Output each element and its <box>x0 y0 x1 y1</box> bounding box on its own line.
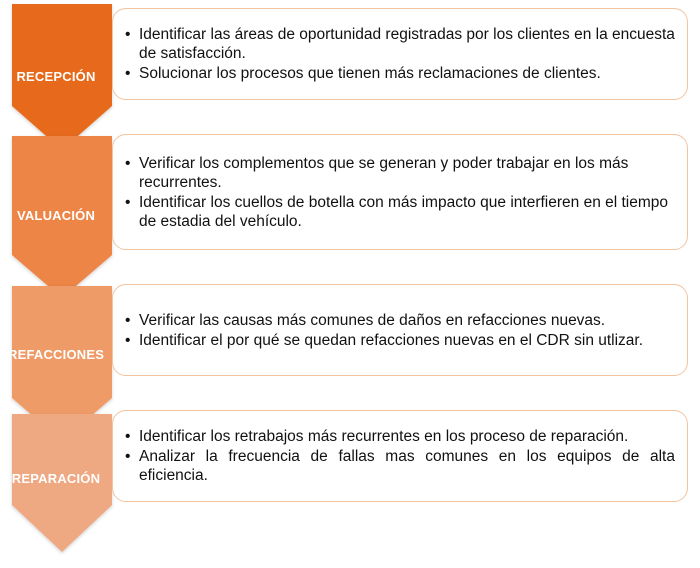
stage-bullets <box>123 153 675 232</box>
stage-label-valuacion: VALUACIÓN <box>16 208 96 223</box>
stage-box-reparacion <box>112 410 688 502</box>
stage-bullets <box>123 310 675 351</box>
stage-box-refacciones <box>112 284 688 376</box>
bullet-item: • Identificar las áreas de oportunidad registradas por los clientes en la encuesta de satisfacción. <box>123 25 675 63</box>
stage-box-valuacion <box>112 134 688 250</box>
bullet-item: • Verificar las causas más comunes de daños en refacciones nuevas. <box>123 311 675 330</box>
stage-label-refacciones: REFACCIONES <box>8 347 105 362</box>
bullet-item: • Verificar los complementos que se generan y poder trabajar en los más recurrentes. <box>123 154 675 192</box>
bullet-item: • Identificar los cuellos de botella con más impacto que interfieren en el tiempo de estadia del vehículo. <box>123 193 675 231</box>
stage-bullets <box>123 426 675 486</box>
stage-label-reparacion: REPARACIÓN <box>11 471 101 486</box>
stage-box-recepcion <box>112 8 688 100</box>
bullet-item: • Analizar la frecuencia de fallas mas comunes en los equipos de alta eficiencia. <box>123 447 675 485</box>
stage-label-recepcion: RECEPCIÓN <box>16 69 96 84</box>
stage-bullets <box>123 24 675 84</box>
bullet-item: • Solucionar los procesos que tienen más reclamaciones de clientes. <box>123 64 675 83</box>
bullet-item: • Identificar los retrabajos más recurrentes en los proceso de reparación. <box>123 427 675 446</box>
bullet-item: • Identificar el por qué se quedan refacciones nuevas en el CDR sin utlizar. <box>123 331 675 350</box>
